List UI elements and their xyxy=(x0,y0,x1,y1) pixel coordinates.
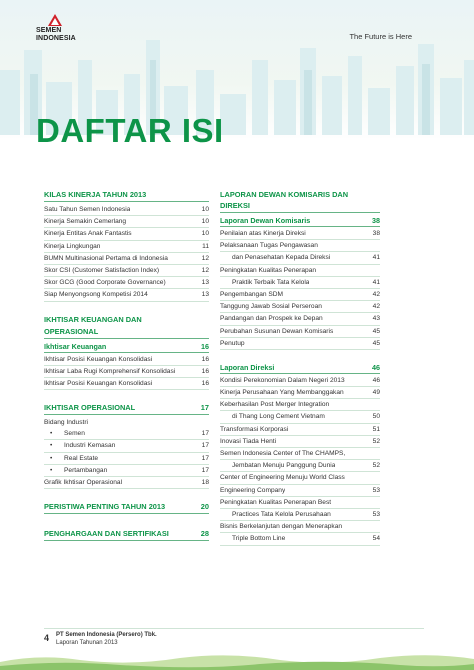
toc-entry-page: 41 xyxy=(372,254,380,262)
toc-entry-page: 17 xyxy=(201,442,209,450)
toc-entry-label: Penutup xyxy=(220,339,245,347)
toc-entry-page: 17 xyxy=(201,454,209,462)
toc-entry-label: Inovasi Tiada Henti xyxy=(220,437,277,445)
toc-entry-label: di Thang Long Cement Vietnam xyxy=(232,413,325,421)
toc-entry[interactable] xyxy=(220,326,380,338)
toc-entry[interactable] xyxy=(44,354,209,366)
toc-entry-page: 41 xyxy=(372,278,380,286)
toc-entry-label: Transformasi Korporasi xyxy=(220,425,289,433)
subsection-laporan-dewan-komisaris[interactable]: Laporan Dewan Komisaris 38 xyxy=(220,216,380,225)
toc-entry-label: Perubahan Susunan Dewan Komisaris xyxy=(220,327,334,335)
section-ikhtisar-keuangan-title-2[interactable]: OPERASIONAL xyxy=(44,326,209,339)
toc-entry[interactable] xyxy=(44,253,209,265)
toc-entry[interactable] xyxy=(220,265,380,277)
toc-entry-label: Bisnis Berkelanjutan dengan Menerapkan xyxy=(220,523,343,531)
toc-entry-label: Jembatan Menuju Panggung Dunia xyxy=(232,462,336,470)
logo-mark-icon xyxy=(48,14,62,28)
toc-entry[interactable] xyxy=(220,436,380,448)
toc-entry-label: Kinerja Perusahaan Yang Membanggakan xyxy=(220,389,344,397)
toc-entry-page: 43 xyxy=(372,315,380,323)
laporan-direksi-list xyxy=(220,375,380,546)
laporan-dewan-komisaris-list xyxy=(220,228,380,350)
toc-entry-page: 11 xyxy=(202,242,209,250)
section-peristiwa-penting-title[interactable]: PERISTIWA PENTING TAHUN 2013 20 xyxy=(44,501,209,514)
toc-entry-page: 12 xyxy=(201,266,209,274)
toc-entry-page: 12 xyxy=(201,254,209,262)
toc-entry-label: Penilaian atas Kinerja Direksi xyxy=(220,230,306,237)
toc-entry-page: 16 xyxy=(201,379,209,387)
toc-entry-label: BUMN Multinasional Pertama di Indonesia xyxy=(44,254,168,262)
toc-entry[interactable] xyxy=(220,387,380,399)
section-kilas-kinerja-list xyxy=(44,204,209,302)
tagline: The Future is Here xyxy=(349,32,412,41)
toc-entry-label: Peningkatan Kualitas Penerapan xyxy=(220,266,317,274)
page-number: 4 xyxy=(44,633,50,643)
toc-entry-page: 17 xyxy=(201,430,209,438)
logo-text-semen: SEMEN xyxy=(36,27,62,34)
toc-entry-page: 53 xyxy=(372,510,380,518)
toc-entry-label: Pelaksanaan Tugas Pengawasan xyxy=(220,242,318,250)
toc-entry[interactable] xyxy=(220,472,380,484)
toc-entry-page: 17 xyxy=(201,466,209,474)
company-logo xyxy=(36,14,96,48)
toc-entry[interactable] xyxy=(44,228,209,240)
toc-entry-label: • Pertambangan xyxy=(44,465,107,476)
toc-entry-page: 13 xyxy=(201,291,209,299)
section-laporan-dewan-title[interactable]: LAPORAN DEWAN KOMISARIS DAN DIREKSI xyxy=(220,189,380,213)
toc-entry[interactable] xyxy=(44,465,209,477)
toc-entry-page: 45 xyxy=(372,327,380,335)
toc-entry-label: Siap Menyongsong Kompetisi 2014 xyxy=(44,291,148,299)
toc-entry[interactable] xyxy=(220,533,380,545)
toc-entry[interactable] xyxy=(220,485,380,497)
toc-entry[interactable] xyxy=(44,453,209,465)
toc-entry-page: 10 xyxy=(201,230,209,238)
toc-entry[interactable] xyxy=(220,521,380,533)
footer-report-name: Laporan Tahunan 2013 xyxy=(56,640,118,646)
toc-entry-label: Peningkatan Kualitas Penerapan Best xyxy=(220,498,332,506)
toc-entry-label: Praktik Terbaik Tata Kelola xyxy=(232,278,310,286)
toc-entry[interactable] xyxy=(44,241,209,253)
section-ikhtisar-keuangan-list xyxy=(44,354,209,391)
toc-entry-label: Kinerja Semakin Cemerlang xyxy=(44,218,127,226)
toc-right-column xyxy=(220,189,380,546)
section-ikhtisar-operasional-title[interactable]: IKHTISAR OPERASIONAL 17 xyxy=(44,402,209,415)
toc-entry-label: • Real Estate xyxy=(44,453,98,464)
toc-entry-page: 53 xyxy=(372,486,380,494)
toc-entry[interactable] xyxy=(220,411,380,423)
toc-entry-label: Triple Bottom Line xyxy=(232,535,286,543)
toc-entry[interactable] xyxy=(220,509,380,521)
toc-entry[interactable] xyxy=(44,277,209,289)
toc-entry-page: 38 xyxy=(372,230,380,237)
toc-entry-page: 10 xyxy=(201,206,209,213)
logo-text-indonesia: INDONESIA xyxy=(36,35,76,42)
toc-entry[interactable] xyxy=(220,228,380,240)
subsection-laporan-direksi[interactable]: Laporan Direksi 46 xyxy=(220,362,380,372)
toc-entry[interactable] xyxy=(44,289,209,301)
toc-entry[interactable] xyxy=(220,460,380,472)
toc-entry-page: 10 xyxy=(201,218,209,226)
toc-entry-page: 42 xyxy=(372,290,380,298)
toc-entry-label: Pengembangan SDM xyxy=(220,290,284,298)
toc-entry-page: 54 xyxy=(372,535,380,543)
toc-entry-page: 52 xyxy=(372,462,380,470)
toc-entry[interactable] xyxy=(220,338,380,350)
footer-company: PT Semen Indonesia (Persero) Tbk. xyxy=(56,632,157,638)
toc-entry-label: Center of Engineering Menuju World Class xyxy=(220,474,345,482)
toc-entry[interactable] xyxy=(220,277,380,289)
toc-entry-page: 46 xyxy=(372,376,380,384)
toc-entry-label: dan Penasehatan Kepada Direksi xyxy=(232,254,331,262)
toc-entry-page: 45 xyxy=(372,339,380,347)
toc-entry[interactable] xyxy=(220,375,380,387)
toc-entry[interactable] xyxy=(220,497,380,509)
toc-entry-page: 49 xyxy=(372,389,380,397)
toc-entry-label: Keberhasilan Post Merger Integration xyxy=(220,401,330,409)
toc-entry[interactable] xyxy=(44,265,209,277)
toc-left-column xyxy=(44,189,209,543)
toc-entry-label: Practices Tata Kelola Perusahaan xyxy=(232,510,331,518)
toc-entry[interactable] xyxy=(220,301,380,313)
toc-entry-label: Satu Tahun Semen Indonesia xyxy=(44,206,131,213)
toc-entry[interactable] xyxy=(220,448,380,460)
section-penghargaan-title[interactable]: PENGHARGAAN DAN SERTIFIKASI 28 xyxy=(44,528,209,541)
toc-entry-page: 52 xyxy=(372,437,380,445)
subsection-ikhtisar-keuangan[interactable]: Ikhtisar Keuangan 16 xyxy=(44,341,209,351)
toc-entry-label: Ikhtisar Posisi Keuangan Konsolidasi xyxy=(44,355,153,363)
toc-entry-page: 13 xyxy=(201,279,209,287)
toc-entry-label: • Industri Kemasan xyxy=(44,440,115,451)
toc-entry[interactable] xyxy=(44,204,209,216)
page-title: DAFTAR ISI xyxy=(36,112,224,149)
toc-entry-label: Kondisi Perekonomian Dalam Negeri 2013 xyxy=(220,376,345,384)
bidang-industri-list xyxy=(44,428,209,477)
toc-entry[interactable] xyxy=(44,378,209,390)
toc-entry-label: Engineering Company xyxy=(220,486,286,494)
toc-entry-label: Semen Indonesia Center of The CHAMPS, xyxy=(220,450,346,457)
toc-entry-page: 50 xyxy=(372,413,380,421)
toc-entry-page: 16 xyxy=(201,367,209,375)
toc-entry[interactable] xyxy=(44,216,209,228)
toc-entry[interactable] xyxy=(44,428,209,440)
toc-entry[interactable] xyxy=(220,252,380,264)
toc-entry-label: Skor CSI (Customer Satisfaction Index) xyxy=(44,266,160,274)
toc-entry[interactable] xyxy=(44,366,209,378)
toc-entry-label: Kinerja Lingkungan xyxy=(44,242,101,250)
toc-entry-label: Ikhtisar Laba Rugi Komprehensif Konsolidasi xyxy=(44,367,176,375)
toc-entry-grafik[interactable]: Grafik Ikhtisar Operasional 18 xyxy=(44,477,209,489)
section-ikhtisar-keuangan-title-1: IKHTISAR KEUANGAN DAN xyxy=(44,314,142,324)
toc-entry-label: Kinerja Entitas Anak Fantastis xyxy=(44,230,132,238)
toc-entry-page: 16 xyxy=(201,355,209,363)
toc-entry[interactable] xyxy=(220,399,380,411)
toc-entry[interactable] xyxy=(220,424,380,436)
toc-entry[interactable] xyxy=(220,313,380,325)
toc-entry[interactable] xyxy=(220,289,380,301)
toc-entry-label: Tanggung Jawab Sosial Perseroan xyxy=(220,303,322,311)
footer-divider xyxy=(44,628,424,629)
toc-entry-label: Ikhtisar Posisi Keuangan Konsolidasi xyxy=(44,379,153,387)
toc-entry[interactable] xyxy=(220,240,380,252)
toc-entry-label: Pandangan dan Prospek ke Depan xyxy=(220,315,323,323)
toc-entry-page: 51 xyxy=(372,425,380,433)
section-kilas-kinerja-title[interactable]: KILAS KINERJA TAHUN 2013 xyxy=(44,189,209,202)
toc-entry-page: 42 xyxy=(372,303,380,311)
bidang-industri-heading: Bidang Industri xyxy=(44,419,88,427)
toc-entry[interactable] xyxy=(44,440,209,452)
toc-entry-label: Skor GCG (Good Corporate Governance) xyxy=(44,279,166,287)
grass-decoration xyxy=(0,644,474,670)
toc-entry-label: • Semen xyxy=(44,428,85,439)
